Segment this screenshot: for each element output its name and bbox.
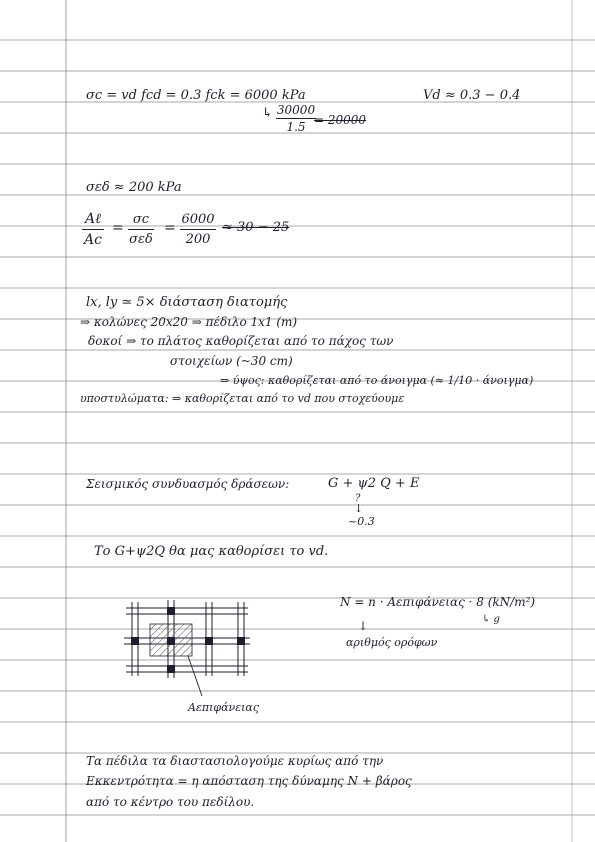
ratio-equals-2: = <box>164 220 176 236</box>
ratio-value-bar <box>180 229 216 230</box>
sigma-ed: σεδ ≈ 200 kPa <box>86 180 182 195</box>
columns-rule: ⇒ κολώνες 20x20 ⇒ πέδιλο 1x1 (m) <box>80 315 298 329</box>
psi-arrow: ↓ <box>354 502 364 515</box>
sigma-c-formula: σc = vd fcd = 0.3 fck = 6000 kPa <box>86 88 306 103</box>
seismic-combo-formula: G + ψ2 Q + E <box>328 476 420 491</box>
beams-rule-line-2: στοιχείων (~30 cm) <box>170 354 293 368</box>
ratio-sigma-numerator: σc <box>132 212 150 227</box>
beams-rule-line-1: δοκοί ⇒ το πλάτος καθορίζεται από το πάχος των <box>88 334 394 348</box>
floors-arrow: ↓ <box>358 619 369 633</box>
footing-note-line-2: Εκκεντρότητα = η απόσταση της δύναμης N + βάρος <box>86 774 412 788</box>
ratio-area-bar <box>82 229 104 230</box>
area-label: Aεπιφάνειας <box>188 701 260 714</box>
vd-range: Vd ≈ 0.3 − 0.4 <box>423 88 521 103</box>
footing-note-line-1: Τα πέδιλα τα διαστασιολογούμε κυρίως από την <box>86 754 384 768</box>
footing-note-line-3: από το κέντρο του πεδίλου. <box>86 795 255 809</box>
fcd-result: = 20000 <box>314 113 367 127</box>
sub-columns-rule: υποστυλώματα: ⇒ καθορίζεται από το vd που στοχεύουμε <box>80 392 405 405</box>
psi-value: ~0.3 <box>348 515 375 528</box>
lx-ly-rule: lx, ly ≃ 5× διάσταση διατομής <box>86 295 288 310</box>
g-q-note: Το G+ψ2Q θα μας καθορίσει το vd. <box>94 544 329 559</box>
ratio-equals-1: = <box>112 220 124 236</box>
tributary-area-sketch <box>120 596 260 704</box>
ratio-sigma-denominator: σεδ <box>129 232 153 247</box>
ratio-area-denominator: Ac <box>84 232 102 248</box>
fcd-arrow: ↳ <box>262 106 273 121</box>
axial-formula: N = n · Aεπιφάνειας · 8 (kN/m²) <box>340 595 536 609</box>
ratio-result: ≈ 30 − 25 <box>222 220 290 235</box>
floors-label: αριθμός ορόφων <box>346 636 438 649</box>
seismic-combo-label: Σεισμικός συνδυασμός δράσεων: <box>86 477 290 491</box>
height-rule: ⇒ ύψος: καθορίζεται από το άνοιγμα (≈ 1/10 · άνοιγμα) <box>220 374 534 387</box>
fcd-denominator: 1.5 <box>286 120 306 134</box>
g-note: ↳ g <box>482 614 500 625</box>
ratio-area-numerator: Aℓ <box>85 211 101 227</box>
ratio-sigma-bar <box>128 229 154 230</box>
fcd-fraction-bar <box>276 118 316 119</box>
psi-question: ? <box>355 493 361 504</box>
ratio-value-numerator: 6000 <box>181 212 215 227</box>
fcd-numerator: 30000 <box>276 103 316 117</box>
ratio-value-denominator: 200 <box>185 232 211 247</box>
